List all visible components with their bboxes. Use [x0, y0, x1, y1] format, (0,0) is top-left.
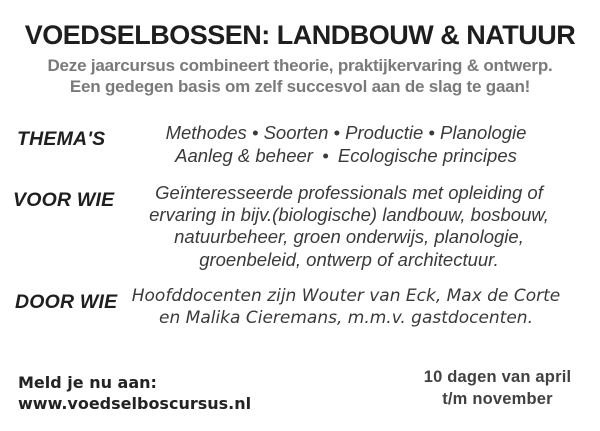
section-content-voor-wie: [110, 182, 588, 271]
course-subtitle: [0, 56, 600, 97]
door-wie-line-1: Hoofddocenten zijn Wouter van Eck, Max de Corte: [131, 286, 561, 306]
door-wie-line-2: en Malika Cieremans, m.m.v. gastdocenten.: [159, 307, 533, 328]
page-title: VOEDSELBOSSEN: LANDBOUW & NATUUR: [24, 20, 576, 50]
voor-wie-line-1: Geïnteresseerde professionals met opleiding of: [155, 182, 543, 203]
schedule-block: [400, 366, 595, 410]
subtitle-line-2: Een gedegen basis om zelf succesvol aan de slag te gaan!: [69, 76, 531, 96]
signup-block: [18, 372, 251, 414]
section-label-voor-wie: VOOR WIE: [13, 189, 115, 211]
themas-line-1: Methodes • Soorten • Productie • Planologie: [165, 122, 527, 143]
subtitle-line-1: Deze jaarcursus combineert theorie, praktijkervaring & ontwerp.: [47, 56, 553, 75]
section-content-themas: [110, 121, 582, 167]
website-link[interactable]: www.voedselboscursus.nl: [18, 394, 252, 413]
schedule-line-2: t/m november: [442, 390, 553, 408]
themas-line-2: Aanleg & beheer • Ecologische principes: [175, 145, 517, 166]
section-content-door-wie: [105, 286, 587, 329]
voor-wie-line-3: natuurbeheer, groen onderwijs, planologie,: [174, 226, 524, 248]
voor-wie-line-4: groenbeleid, ontwerp of architectuur.: [199, 248, 499, 270]
schedule-line-1: 10 dagen van april: [423, 368, 572, 386]
voor-wie-line-2: ervaring in bijv.(biologische) landbouw, bosbouw,: [149, 204, 549, 226]
section-label-themas: THEMA'S: [17, 128, 106, 150]
section-label-door-wie: DOOR WIE: [15, 291, 118, 313]
signup-cta-label: Meld je nu aan:: [18, 373, 157, 392]
